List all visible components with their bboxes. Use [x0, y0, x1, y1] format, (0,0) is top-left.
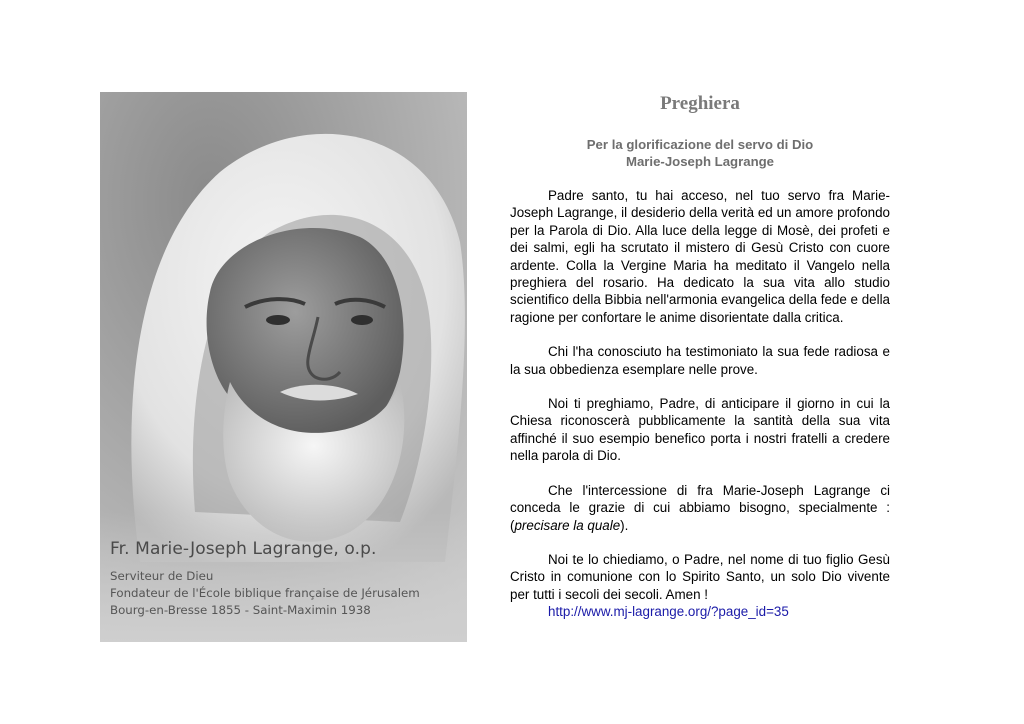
subtitle-line-1: Per la glorificazione del servo di Dio	[586, 137, 814, 152]
prayer-subtitle	[510, 136, 890, 170]
paragraph-4-end: ).	[620, 517, 629, 533]
prayer-paragraph-4	[510, 482, 890, 534]
card-caption	[100, 535, 467, 642]
paragraph-4-text: Che l'intercessione di fra Marie-Joseph Lagrange ci conceda le grazie di cui abbiamo bisogno, specialmente : (	[510, 482, 890, 533]
card-name: Fr. Marie-Joseph Lagrange, o.p.	[110, 539, 377, 559]
prayer-paragraph-2: Chi l'ha conosciuto ha testimoniato la sua fede radiosa e la sua obbedienza esemplare nelle prove.	[510, 344, 890, 377]
subtitle-line-2: Marie-Joseph Lagrange	[625, 154, 775, 169]
card-title-line: Serviteur de Dieu	[110, 569, 214, 583]
prayer-section	[510, 92, 890, 621]
source-link[interactable]: http://www.mj-lagrange.org/?page_id=35	[548, 604, 789, 620]
paragraph-4-italic: precisare la quale	[514, 517, 621, 533]
prayer-paragraph-5: Noi te lo chiediamo, o Padre, nel nome di tuo figlio Gesù Cristo in comunione con lo Spirito Santo, un solo Dio vivente per tutti i secoli dei secoli. Amen !	[510, 551, 890, 602]
prayer-paragraph-1: Padre santo, tu hai acceso, nel tuo servo fra Marie-Joseph Lagrange, il desiderio della verità ed un amore profondo per la Parola di Dio. Alla luce della legge di Mosè, dei profeti e dei salmi, egli ha scrutato il mistero di Gesù Cristo con cuore ardente. Colla la Vergine Maria ha meditato il Vangelo nella preghiera del rosario. Ha dedicato la sua vita allo studio scientifico della Bibbia nell'armonia evangelica della fede e della ragione per confortare le anime disorientate dalla critica.	[510, 188, 890, 325]
prayer-paragraph-3: Noi ti preghiamo, Padre, di anticipare il giorno in cui la Chiesa riconoscerà pubblicamente la santità della sua vita affinché il suo esempio benefico porta i nostri fratelli a credere nella parola di Dio.	[510, 396, 890, 464]
holy-card	[100, 92, 467, 642]
card-founder-line: Fondateur de l'École biblique française de Jérusalem	[110, 586, 420, 600]
prayer-title: Preghiera	[660, 93, 740, 114]
card-dates-line: Bourg-en-Bresse 1855 - Saint-Maximin 1938	[110, 603, 371, 617]
